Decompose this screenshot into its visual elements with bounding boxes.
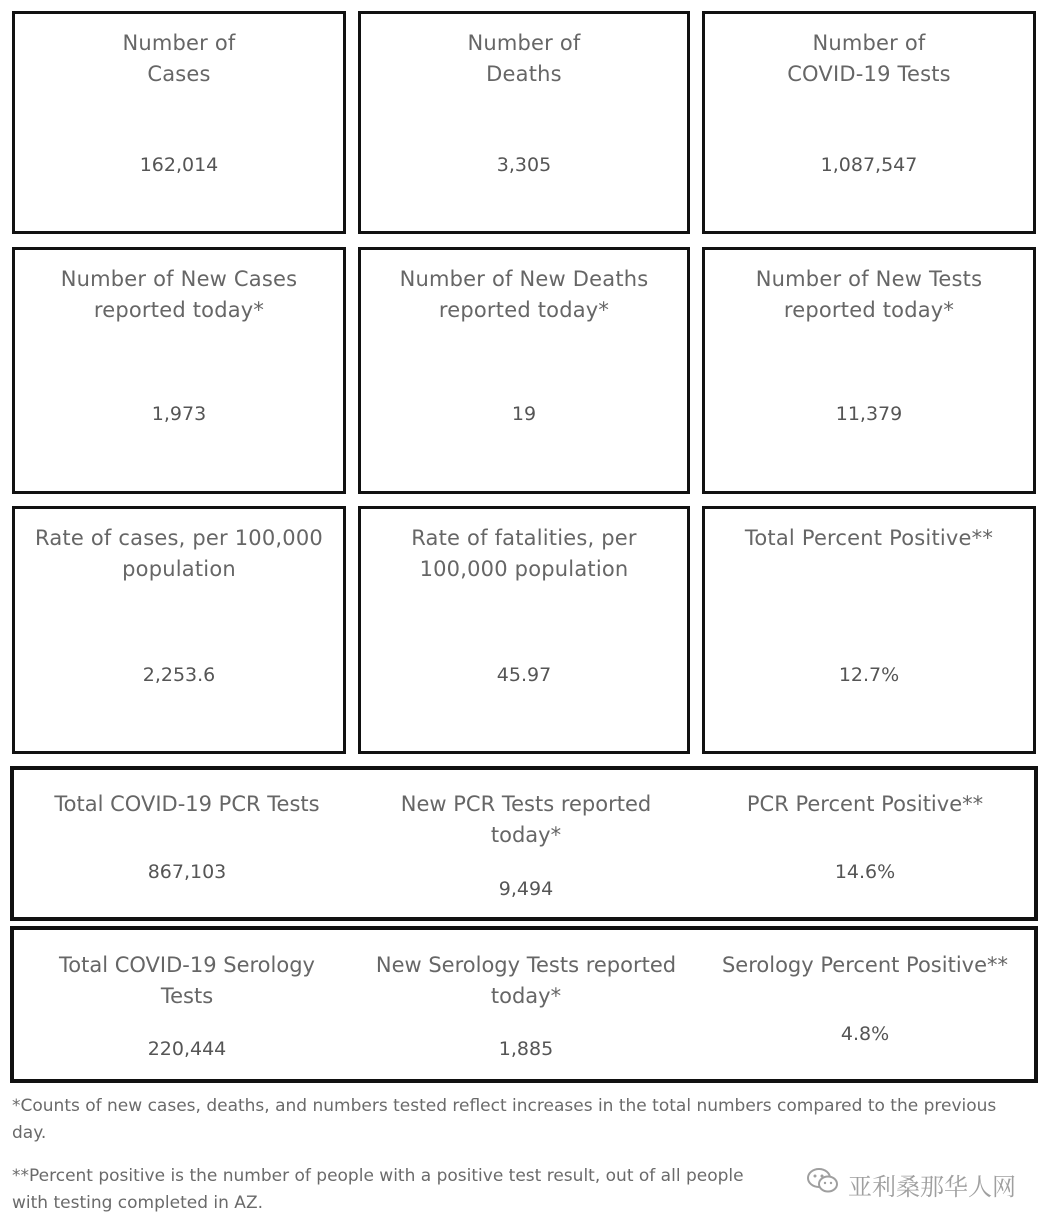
card-value: 12.7% <box>838 664 900 686</box>
pcr-percent-cell <box>692 770 1038 917</box>
card-label: Rate of cases, per 100,000 population <box>35 526 323 581</box>
serology-new-value: 1,885 <box>498 1038 554 1060</box>
pcr-new-cell <box>360 770 692 917</box>
pcr-new-label: New PCR Tests reported today* <box>400 792 652 847</box>
card-value: 19 <box>511 403 537 425</box>
card-value: 1,087,547 <box>820 154 918 176</box>
card-value: 2,253.6 <box>142 664 216 686</box>
pcr-total-label: Total COVID-19 PCR Tests <box>54 792 320 816</box>
pcr-percent-label: PCR Percent Positive** <box>746 792 984 816</box>
footnote-percent-positive: **Percent positive is the number of people with a positive test result, out of all people with testing completed in AZ. <box>12 1166 744 1213</box>
case-rate-card <box>12 506 346 754</box>
card-label: Number of COVID-19 Tests <box>787 31 951 86</box>
card-value: 11,379 <box>835 403 903 425</box>
serology-percent-label: Serology Percent Positive** <box>721 953 1009 977</box>
serology-total-value: 220,444 <box>147 1038 227 1060</box>
card-label: Rate of fatalities, per 100,000 population <box>411 526 637 581</box>
serology-percent-cell <box>692 930 1038 1079</box>
wechat-icon <box>806 1166 840 1202</box>
card-value: 1,973 <box>151 403 207 425</box>
card-label: Number of New Cases reported today* <box>60 267 298 322</box>
card-label: Number of Cases <box>122 31 236 86</box>
footnote-new-counts: *Counts of new cases, deaths, and numbers tested reflect increases in the total numbers compared to the previous day. <box>12 1096 997 1143</box>
pcr-total-value: 867,103 <box>147 861 227 883</box>
deaths-card <box>358 11 690 234</box>
serology-new-label: New Serology Tests reported today* <box>375 953 677 1008</box>
serology-new-cell <box>360 930 692 1079</box>
watermark <box>806 1164 1016 1204</box>
fatality-rate-card <box>358 506 690 754</box>
cases-card <box>12 11 346 234</box>
pcr-new-value: 9,494 <box>498 878 554 900</box>
new-tests-card <box>702 247 1036 494</box>
card-label: Number of New Deaths reported today* <box>399 267 649 322</box>
new-cases-card <box>12 247 346 494</box>
card-value: 162,014 <box>139 154 219 176</box>
serology-panel <box>10 926 1038 1083</box>
card-value: 3,305 <box>496 154 552 176</box>
pcr-percent-value: 14.6% <box>834 861 896 883</box>
pcr-panel <box>10 766 1038 921</box>
watermark-text: 亚利桑那华人网 <box>848 1172 1016 1201</box>
serology-total-label: Total COVID-19 Serology Tests <box>59 953 315 1008</box>
new-deaths-card <box>358 247 690 494</box>
serology-percent-value: 4.8% <box>840 1023 890 1045</box>
serology-total-cell <box>14 930 360 1079</box>
pcr-total-cell <box>14 770 360 917</box>
total-percent-positive-card <box>702 506 1036 754</box>
card-label: Number of Deaths <box>467 31 581 86</box>
card-label: Total Percent Positive** <box>744 526 994 550</box>
card-value: 45.97 <box>496 664 552 686</box>
tests-card <box>702 11 1036 234</box>
card-label: Number of New Tests reported today* <box>755 267 983 322</box>
